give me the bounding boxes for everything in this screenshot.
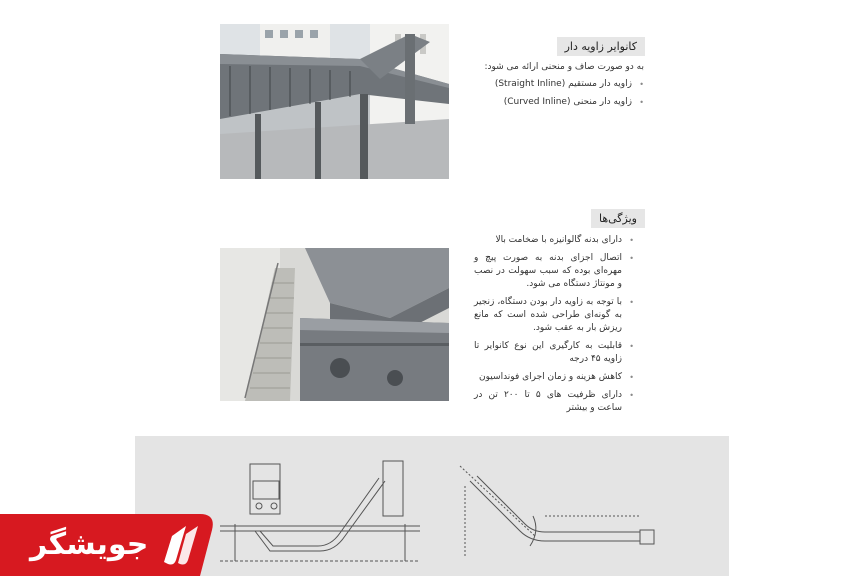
section-heading-features: ویژگی‌ها bbox=[591, 209, 645, 228]
technical-drawing-panel bbox=[135, 436, 729, 576]
conveyor-photo-indoor bbox=[220, 248, 449, 401]
list-item: • زاویه دار مستقیم (Straight Inline) bbox=[469, 78, 644, 91]
list-item: • دارای ظرفیت های ۵ تا ۲۰۰ تن در ساعت و بیشتر bbox=[474, 389, 634, 415]
conveyor-photo-outdoor bbox=[220, 24, 449, 179]
list-item: • زاویه دار منحنی (Curved Inline) bbox=[469, 96, 644, 109]
list-item: • کاهش هزینه و زمان اجرای فونداسیون bbox=[474, 371, 634, 384]
angled-conveyor-types-list bbox=[469, 78, 644, 109]
list-item: • اتصال اجزای بدنه به صورت پیچ و مهره‌ای بوده که سبب سهولت در نصب و مونتاژ دستگاه می شود. bbox=[474, 252, 634, 291]
section-heading-angled-conveyor: کانوایر زاویه دار bbox=[557, 37, 645, 56]
list-item: • با توجه به زاویه دار بودن دستگاه، زنجیر به گونه‌ای طراحی شده است که مانع ریزش بار به عقب شود. bbox=[474, 296, 634, 335]
company-logo-text: جویشگر bbox=[30, 527, 149, 562]
angled-conveyor-intro: به دو صورت صاف و منحنی ارائه می شود: bbox=[484, 62, 644, 72]
features-text bbox=[474, 234, 634, 420]
list-item: • قابلیت به کارگیری این نوع کانوایر تا زاویه ۴۵ درجه bbox=[474, 340, 634, 366]
features-list bbox=[474, 234, 634, 415]
angled-conveyor-text bbox=[469, 62, 644, 114]
list-item: • دارای بدنه گالوانیزه با ضخامت بالا bbox=[474, 234, 634, 247]
conveyor-technical-drawing bbox=[135, 436, 729, 576]
